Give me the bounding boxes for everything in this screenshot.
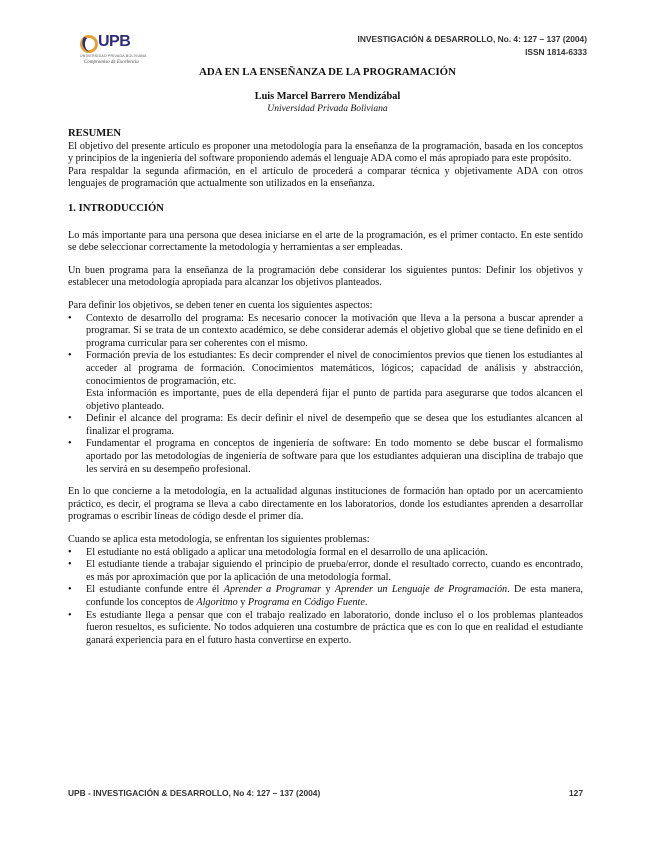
list-item-text: El estudiante tiende a trabajar siguiendo el principio de prueba/error, donde el resultado correcto, cuando es encontrado, es más por aproximación que por la aplicación de una metodología formal. (86, 559, 583, 583)
list-item-text: Definir el alcance del programa: Es decir definir el nivel de desempeño que se desea que los estudiantes alcancen al finalizar el programa. (86, 413, 583, 437)
problems-list (68, 547, 583, 648)
italic-term: Aprender a Programar (223, 584, 322, 596)
list-item (68, 438, 583, 476)
intro-paragraph-1: Lo más importante para una persona que desea iniciarse en el arte de la programación, es el primer contacto. En este sentido se debe seleccionar correctamente la metodología y herramientas a ser empleadas. (68, 229, 583, 254)
abstract-heading: RESUMEN (68, 128, 121, 139)
author-name: Luis Marcel Barrero Mendizábal (254, 91, 401, 102)
italic-term: Programa en Código Fuente (247, 597, 365, 608)
list-item-text: Formación previa de los estudiantes: Es decir comprender el nivel de conocimientos previos que tienen los estudiantes al acceder al programa de formación. Conocimientos matemáticos, lógicos; capacidad de análisis y abstracción, conocimientos de programación, etc. (86, 350, 583, 387)
list-item (68, 584, 583, 609)
bullet-icon: • (68, 559, 72, 571)
journal-header: INVESTIGACIÓN & DESARROLLO, No. 4: 127 – 137 (2004) (357, 34, 587, 44)
bullet-icon: • (68, 413, 72, 425)
list-item (68, 547, 583, 560)
list-item-text: Fundamentar el programa en conceptos de ingeniería de software: En todo momento se debe buscar el formalismo aportado por las metodologías de ingeniería de software para que los estudiantes adquieran una disciplina de trabajo que les servirá en su desempeño profesional. (86, 438, 583, 475)
paper-body (68, 128, 583, 647)
bullet-icon: • (68, 438, 72, 450)
italic-term: Algoritmo (196, 597, 238, 608)
list-item-note: Esta información es importante, pues de ella dependerá fijar el punto de partida para asegurarse que todos alcancen el objetivo planteado. (86, 388, 583, 412)
italic-term: Aprender un Lenguaje de Programación (334, 584, 508, 596)
list-item-text: Es estudiante llega a pensar que con el trabajo realizado en laboratorio, donde incluso el o los problemas planteados fueron resueltos, es suficiente. No todos adquieren una costumbre de práctica que es con lo que en realidad el estudiante ganará experiencia para en el futuro hasta convertirse en experto. (86, 609, 583, 646)
list-item-text: El estudiante no está obligado a aplicar una metodología formal en el desarrollo de una aplicación. (86, 546, 488, 558)
bullet-icon: • (68, 584, 72, 596)
intro-paragraph-4: En lo que concierne a la metodología, en la actualidad algunas instituciones de formación han optado por un acercamiento práctico, es decir, el programa se lleva a cabo directamente en los laboratorios, donde los estudiantes aprenden a desarrollar programas o escribir líneas de código desde el primer día. (68, 486, 583, 523)
objectives-list (68, 313, 583, 477)
paper-title: ADA EN LA ENSEÑANZA DE LA PROGRAMACIÓN (199, 66, 456, 78)
logo-subtitle: UNIVERSIDAD PRIVADA BOLIVIANA (80, 54, 147, 58)
author-affiliation: Universidad Privada Boliviana (267, 103, 388, 114)
list-item (68, 610, 583, 648)
upb-logo (78, 31, 147, 67)
text-run: y (237, 597, 248, 608)
list-item (68, 350, 583, 413)
abstract-paragraph-2: Para respaldar la segunda afirmación, en el artículo de procederá a comparar técnica y objetivamente ADA con otros lenguajes de programación que actualmente son utilizados en la enseñanza. (68, 165, 583, 190)
text-run: . (364, 597, 368, 608)
logo-text: UPB (98, 33, 131, 50)
text-run: . De esta manera, confunde los conceptos de (86, 584, 583, 608)
page-number: 127 (569, 788, 583, 798)
list-item (68, 559, 583, 584)
text-run: y (321, 584, 335, 596)
logo-motto: Compromiso de Excelencia (84, 60, 139, 65)
footer-citation: UPB - INVESTIGACIÓN & DESARROLLO, No 4: 127 – 137 (2004) (68, 788, 321, 798)
list-item (68, 413, 583, 438)
list-item (68, 313, 583, 351)
bullet-icon: • (68, 546, 72, 558)
text-run: El estudiante confunde entre él (86, 584, 224, 596)
bullet-icon: • (68, 312, 72, 324)
intro-paragraph-5: Cuando se aplica esta metodología, se enfrentan los siguientes problemas: (68, 534, 370, 546)
abstract-paragraph-1: El objetivo del presente artículo es proponer una metodología para la enseñanza de la programación, basada en los conceptos y principios de la ingeniería del software proponiendo además el lenguaje ADA como el más apropiado para este propósito. (68, 140, 583, 165)
list-item-text: Contexto de desarrollo del programa: Es necesario conocer la motivación que lleva a la persona a buscar aprender a programar. Si se trata de un contexto académico, se debe considerar además el objetivo global que se tiene definido en el programa curricular para ser coherentes con el mismo. (86, 312, 583, 349)
bullet-icon: • (68, 350, 72, 362)
intro-paragraph-3: Para definir los objetivos, se deben tener en cuenta los siguientes aspectos: (68, 299, 373, 311)
upb-emblem-icon (78, 33, 100, 55)
list-item-text (86, 584, 583, 608)
issn-header: ISSN 1814-6333 (525, 47, 587, 57)
intro-paragraph-2: Un buen programa para la enseñanza de la programación debe considerar los siguientes puntos: Definir los objetivos y establecer una metodología apropiada para alcanzar los objetivos planteados. (68, 264, 583, 289)
bullet-icon: • (68, 609, 72, 621)
intro-heading: 1. INTRODUCCIÓN (68, 202, 164, 214)
